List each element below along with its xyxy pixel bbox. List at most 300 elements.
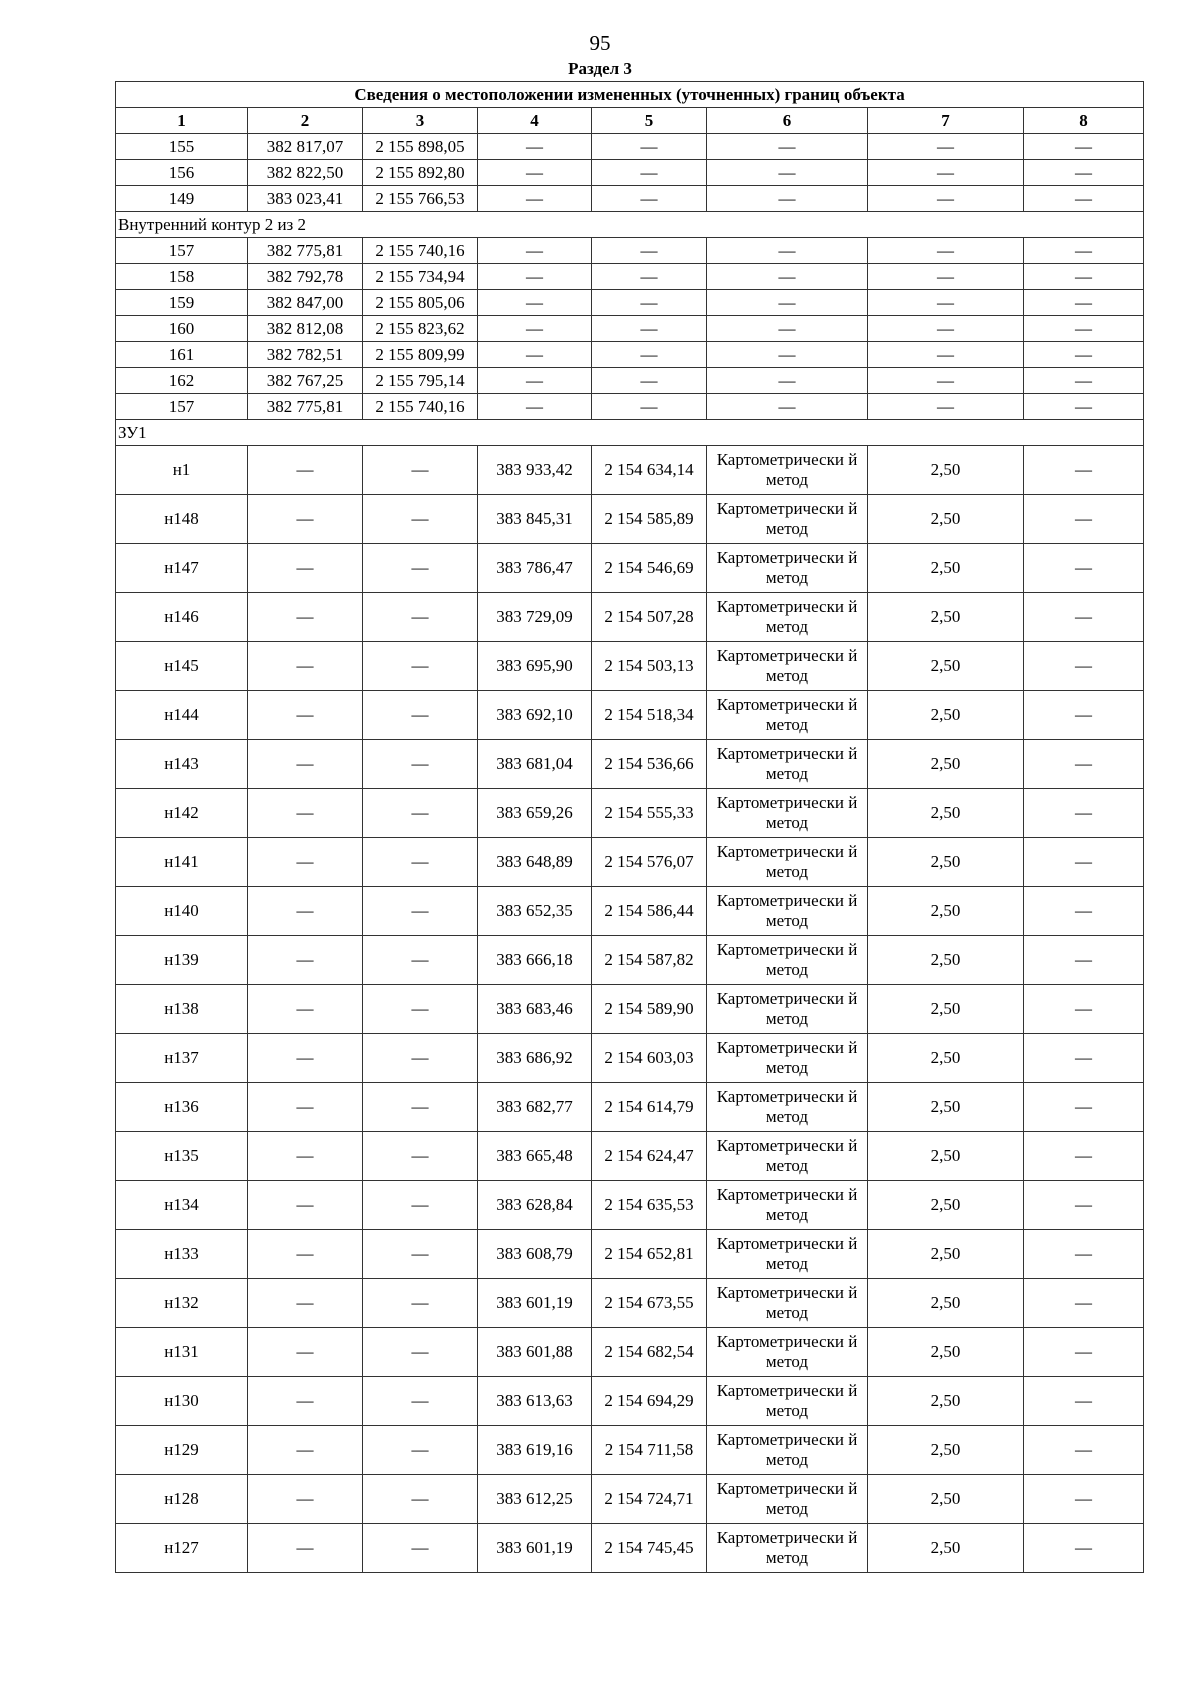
old-y-cell: — bbox=[363, 1230, 478, 1279]
column-header: 7 bbox=[868, 108, 1024, 134]
old-x-cell: — bbox=[248, 985, 363, 1034]
old-y-cell: 2 155 892,80 bbox=[363, 160, 478, 186]
description-cell: — bbox=[1024, 368, 1144, 394]
table-row bbox=[116, 160, 1144, 186]
description-cell: — bbox=[1024, 985, 1144, 1034]
point-number-cell: 160 bbox=[116, 316, 248, 342]
new-y-cell: — bbox=[592, 160, 707, 186]
method-cell: Картометрически й метод bbox=[707, 1230, 868, 1279]
old-x-cell: — bbox=[248, 495, 363, 544]
table-row bbox=[116, 394, 1144, 420]
column-header: 3 bbox=[363, 108, 478, 134]
column-header: 5 bbox=[592, 108, 707, 134]
new-x-cell: 383 845,31 bbox=[478, 495, 592, 544]
description-cell: — bbox=[1024, 495, 1144, 544]
old-x-cell: — bbox=[248, 740, 363, 789]
old-y-cell: — bbox=[363, 838, 478, 887]
new-x-cell: 383 666,18 bbox=[478, 936, 592, 985]
method-cell: — bbox=[707, 238, 868, 264]
point-number-cell: 161 bbox=[116, 342, 248, 368]
table-row bbox=[116, 1132, 1144, 1181]
method-cell: — bbox=[707, 264, 868, 290]
new-x-cell: 383 601,19 bbox=[478, 1279, 592, 1328]
description-cell: — bbox=[1024, 1132, 1144, 1181]
table-title: Сведения о местоположении измененных (уточненных) границ объекта bbox=[116, 82, 1144, 108]
description-cell: — bbox=[1024, 740, 1144, 789]
point-number-cell: н141 bbox=[116, 838, 248, 887]
new-x-cell: — bbox=[478, 264, 592, 290]
new-x-cell: 383 601,19 bbox=[478, 1524, 592, 1573]
new-y-cell: — bbox=[592, 394, 707, 420]
point-number-cell: н131 bbox=[116, 1328, 248, 1377]
old-y-cell: 2 155 823,62 bbox=[363, 316, 478, 342]
old-y-cell: 2 155 809,99 bbox=[363, 342, 478, 368]
table-row bbox=[116, 642, 1144, 691]
old-x-cell: 382 792,78 bbox=[248, 264, 363, 290]
description-cell: — bbox=[1024, 290, 1144, 316]
old-y-cell: — bbox=[363, 936, 478, 985]
old-y-cell: — bbox=[363, 446, 478, 495]
new-y-cell: 2 154 503,13 bbox=[592, 642, 707, 691]
old-y-cell: 2 155 766,53 bbox=[363, 186, 478, 212]
new-x-cell: 383 608,79 bbox=[478, 1230, 592, 1279]
new-y-cell: — bbox=[592, 342, 707, 368]
old-x-cell: — bbox=[248, 1475, 363, 1524]
point-number-cell: н133 bbox=[116, 1230, 248, 1279]
new-y-cell: — bbox=[592, 290, 707, 316]
method-cell: Картометрически й метод bbox=[707, 1426, 868, 1475]
point-number-cell: н145 bbox=[116, 642, 248, 691]
description-cell: — bbox=[1024, 446, 1144, 495]
old-x-cell: — bbox=[248, 1377, 363, 1426]
description-cell: — bbox=[1024, 186, 1144, 212]
old-x-cell: — bbox=[248, 1328, 363, 1377]
old-x-cell: 382 767,25 bbox=[248, 368, 363, 394]
new-x-cell: — bbox=[478, 186, 592, 212]
point-number-cell: н138 bbox=[116, 985, 248, 1034]
point-number-cell: н139 bbox=[116, 936, 248, 985]
old-y-cell: — bbox=[363, 740, 478, 789]
table-row bbox=[116, 238, 1144, 264]
old-x-cell: — bbox=[248, 1524, 363, 1573]
new-y-cell: — bbox=[592, 264, 707, 290]
point-number-cell: н135 bbox=[116, 1132, 248, 1181]
description-cell: — bbox=[1024, 316, 1144, 342]
method-cell: Картометрически й метод bbox=[707, 691, 868, 740]
accuracy-cell: 2,50 bbox=[868, 1181, 1024, 1230]
accuracy-cell: 2,50 bbox=[868, 936, 1024, 985]
old-y-cell: — bbox=[363, 544, 478, 593]
old-y-cell: — bbox=[363, 1034, 478, 1083]
new-y-cell: 2 154 652,81 bbox=[592, 1230, 707, 1279]
new-x-cell: 383 619,16 bbox=[478, 1426, 592, 1475]
method-cell: Картометрически й метод bbox=[707, 838, 868, 887]
old-x-cell: 382 782,51 bbox=[248, 342, 363, 368]
old-x-cell: — bbox=[248, 789, 363, 838]
old-x-cell: — bbox=[248, 887, 363, 936]
table-row bbox=[116, 264, 1144, 290]
new-y-cell: 2 154 587,82 bbox=[592, 936, 707, 985]
new-y-cell: 2 154 555,33 bbox=[592, 789, 707, 838]
old-y-cell: — bbox=[363, 1181, 478, 1230]
point-number-cell: н146 bbox=[116, 593, 248, 642]
description-cell: — bbox=[1024, 1034, 1144, 1083]
method-cell: — bbox=[707, 368, 868, 394]
table-row bbox=[116, 1328, 1144, 1377]
accuracy-cell: — bbox=[868, 264, 1024, 290]
new-x-cell: — bbox=[478, 290, 592, 316]
new-y-cell: 2 154 624,47 bbox=[592, 1132, 707, 1181]
old-x-cell: 382 812,08 bbox=[248, 316, 363, 342]
description-cell: — bbox=[1024, 1083, 1144, 1132]
description-cell: — bbox=[1024, 1230, 1144, 1279]
accuracy-cell: — bbox=[868, 134, 1024, 160]
accuracy-cell: 2,50 bbox=[868, 1426, 1024, 1475]
method-cell: Картометрически й метод bbox=[707, 1279, 868, 1328]
accuracy-cell: 2,50 bbox=[868, 1279, 1024, 1328]
old-x-cell: — bbox=[248, 838, 363, 887]
old-x-cell: — bbox=[248, 691, 363, 740]
table-body bbox=[116, 82, 1144, 1573]
description-cell: — bbox=[1024, 593, 1144, 642]
point-number-cell: 159 bbox=[116, 290, 248, 316]
accuracy-cell: 2,50 bbox=[868, 1475, 1024, 1524]
old-x-cell: — bbox=[248, 1230, 363, 1279]
method-cell: — bbox=[707, 186, 868, 212]
table-row bbox=[116, 1475, 1144, 1524]
old-y-cell: — bbox=[363, 593, 478, 642]
accuracy-cell: 2,50 bbox=[868, 1328, 1024, 1377]
old-y-cell: 2 155 795,14 bbox=[363, 368, 478, 394]
new-x-cell: 383 613,63 bbox=[478, 1377, 592, 1426]
method-cell: Картометрически й метод bbox=[707, 642, 868, 691]
new-x-cell: 383 648,89 bbox=[478, 838, 592, 887]
method-cell: — bbox=[707, 290, 868, 316]
method-cell: Картометрически й метод bbox=[707, 936, 868, 985]
section-title: Раздел 3 bbox=[568, 59, 632, 78]
point-number-cell: 156 bbox=[116, 160, 248, 186]
new-y-cell: 2 154 576,07 bbox=[592, 838, 707, 887]
old-y-cell: — bbox=[363, 1279, 478, 1328]
method-cell: — bbox=[707, 394, 868, 420]
new-x-cell: 383 682,77 bbox=[478, 1083, 592, 1132]
table-row bbox=[116, 985, 1144, 1034]
new-y-cell: 2 154 634,14 bbox=[592, 446, 707, 495]
description-cell: — bbox=[1024, 1279, 1144, 1328]
old-y-cell: — bbox=[363, 985, 478, 1034]
method-cell: — bbox=[707, 134, 868, 160]
method-cell: Картометрически й метод bbox=[707, 1034, 868, 1083]
boundary-coordinates-table bbox=[115, 81, 1144, 1573]
table-row bbox=[116, 1230, 1144, 1279]
new-y-cell: — bbox=[592, 368, 707, 394]
table-row bbox=[116, 887, 1144, 936]
new-y-cell: 2 154 589,90 bbox=[592, 985, 707, 1034]
table-row bbox=[116, 593, 1144, 642]
description-cell: — bbox=[1024, 264, 1144, 290]
point-number-cell: н132 bbox=[116, 1279, 248, 1328]
old-y-cell: — bbox=[363, 1426, 478, 1475]
description-cell: — bbox=[1024, 238, 1144, 264]
method-cell: Картометрически й метод bbox=[707, 789, 868, 838]
old-x-cell: 382 822,50 bbox=[248, 160, 363, 186]
new-y-cell: 2 154 546,69 bbox=[592, 544, 707, 593]
table-row bbox=[116, 1083, 1144, 1132]
description-cell: — bbox=[1024, 691, 1144, 740]
old-y-cell: — bbox=[363, 1377, 478, 1426]
accuracy-cell: — bbox=[868, 238, 1024, 264]
old-x-cell: — bbox=[248, 1426, 363, 1475]
contour-label: Внутренний контур 2 из 2 bbox=[116, 212, 1144, 238]
old-x-cell: — bbox=[248, 936, 363, 985]
page-number: 95 bbox=[589, 31, 611, 55]
description-cell: — bbox=[1024, 789, 1144, 838]
new-x-cell: 383 695,90 bbox=[478, 642, 592, 691]
method-cell: Картометрически й метод bbox=[707, 1475, 868, 1524]
accuracy-cell: 2,50 bbox=[868, 838, 1024, 887]
point-number-cell: н137 bbox=[116, 1034, 248, 1083]
table-row bbox=[116, 838, 1144, 887]
old-y-cell: 2 155 805,06 bbox=[363, 290, 478, 316]
table-title-row bbox=[116, 82, 1144, 108]
method-cell: — bbox=[707, 342, 868, 368]
description-cell: — bbox=[1024, 134, 1144, 160]
table-row bbox=[116, 691, 1144, 740]
accuracy-cell: 2,50 bbox=[868, 1132, 1024, 1181]
description-cell: — bbox=[1024, 1426, 1144, 1475]
point-number-cell: н142 bbox=[116, 789, 248, 838]
column-header: 2 bbox=[248, 108, 363, 134]
accuracy-cell: — bbox=[868, 160, 1024, 186]
old-x-cell: 382 817,07 bbox=[248, 134, 363, 160]
description-cell: — bbox=[1024, 838, 1144, 887]
old-x-cell: — bbox=[248, 446, 363, 495]
new-y-cell: 2 154 682,54 bbox=[592, 1328, 707, 1377]
table-row bbox=[116, 740, 1144, 789]
new-y-cell: 2 154 614,79 bbox=[592, 1083, 707, 1132]
new-x-cell: 383 612,25 bbox=[478, 1475, 592, 1524]
new-y-cell: 2 154 745,45 bbox=[592, 1524, 707, 1573]
new-x-cell: 383 686,92 bbox=[478, 1034, 592, 1083]
old-x-cell: 382 775,81 bbox=[248, 394, 363, 420]
old-y-cell: — bbox=[363, 1083, 478, 1132]
new-x-cell: — bbox=[478, 394, 592, 420]
table-row bbox=[116, 186, 1144, 212]
point-number-cell: н130 bbox=[116, 1377, 248, 1426]
accuracy-cell: 2,50 bbox=[868, 1034, 1024, 1083]
new-y-cell: 2 154 585,89 bbox=[592, 495, 707, 544]
old-y-cell: — bbox=[363, 1328, 478, 1377]
column-header: 6 bbox=[707, 108, 868, 134]
table-row bbox=[116, 1181, 1144, 1230]
new-x-cell: 383 628,84 bbox=[478, 1181, 592, 1230]
description-cell: — bbox=[1024, 1328, 1144, 1377]
table-row bbox=[116, 342, 1144, 368]
old-y-cell: — bbox=[363, 495, 478, 544]
point-number-cell: н143 bbox=[116, 740, 248, 789]
table-row bbox=[116, 290, 1144, 316]
method-cell: — bbox=[707, 160, 868, 186]
method-cell: Картометрически й метод bbox=[707, 593, 868, 642]
new-x-cell: — bbox=[478, 238, 592, 264]
old-y-cell: — bbox=[363, 642, 478, 691]
point-number-cell: 157 bbox=[116, 394, 248, 420]
new-y-cell: 2 154 711,58 bbox=[592, 1426, 707, 1475]
accuracy-cell: 2,50 bbox=[868, 495, 1024, 544]
new-x-cell: 383 933,42 bbox=[478, 446, 592, 495]
table-row bbox=[116, 495, 1144, 544]
contour-label-row bbox=[116, 212, 1144, 238]
accuracy-cell: 2,50 bbox=[868, 1083, 1024, 1132]
old-x-cell: 382 847,00 bbox=[248, 290, 363, 316]
method-cell: Картометрически й метод bbox=[707, 1377, 868, 1426]
description-cell: — bbox=[1024, 160, 1144, 186]
accuracy-cell: — bbox=[868, 394, 1024, 420]
accuracy-cell: 2,50 bbox=[868, 593, 1024, 642]
description-cell: — bbox=[1024, 394, 1144, 420]
accuracy-cell: — bbox=[868, 316, 1024, 342]
table-row bbox=[116, 1034, 1144, 1083]
old-y-cell: 2 155 740,16 bbox=[363, 394, 478, 420]
method-cell: Картометрически й метод bbox=[707, 740, 868, 789]
method-cell: Картометрически й метод bbox=[707, 985, 868, 1034]
accuracy-cell: 2,50 bbox=[868, 985, 1024, 1034]
column-header: 8 bbox=[1024, 108, 1144, 134]
old-x-cell: 382 775,81 bbox=[248, 238, 363, 264]
accuracy-cell: 2,50 bbox=[868, 642, 1024, 691]
new-x-cell: 383 601,88 bbox=[478, 1328, 592, 1377]
new-y-cell: 2 154 586,44 bbox=[592, 887, 707, 936]
accuracy-cell: 2,50 bbox=[868, 887, 1024, 936]
point-number-cell: н129 bbox=[116, 1426, 248, 1475]
old-y-cell: — bbox=[363, 887, 478, 936]
point-number-cell: 158 bbox=[116, 264, 248, 290]
table-row bbox=[116, 936, 1144, 985]
table-row bbox=[116, 1426, 1144, 1475]
contour-label-row bbox=[116, 420, 1144, 446]
method-cell: Картометрически й метод bbox=[707, 1083, 868, 1132]
point-number-cell: н134 bbox=[116, 1181, 248, 1230]
point-number-cell: 155 bbox=[116, 134, 248, 160]
old-x-cell: — bbox=[248, 593, 363, 642]
old-y-cell: — bbox=[363, 1524, 478, 1573]
new-x-cell: — bbox=[478, 368, 592, 394]
old-x-cell: — bbox=[248, 642, 363, 691]
accuracy-cell: 2,50 bbox=[868, 740, 1024, 789]
old-x-cell: — bbox=[248, 544, 363, 593]
new-x-cell: — bbox=[478, 342, 592, 368]
new-y-cell: 2 154 603,03 bbox=[592, 1034, 707, 1083]
new-y-cell: 2 154 536,66 bbox=[592, 740, 707, 789]
new-x-cell: 383 652,35 bbox=[478, 887, 592, 936]
old-y-cell: 2 155 898,05 bbox=[363, 134, 478, 160]
description-cell: — bbox=[1024, 1524, 1144, 1573]
old-y-cell: — bbox=[363, 1132, 478, 1181]
method-cell: Картометрически й метод bbox=[707, 495, 868, 544]
point-number-cell: н147 bbox=[116, 544, 248, 593]
new-y-cell: 2 154 635,53 bbox=[592, 1181, 707, 1230]
new-x-cell: 383 659,26 bbox=[478, 789, 592, 838]
accuracy-cell: 2,50 bbox=[868, 1230, 1024, 1279]
accuracy-cell: 2,50 bbox=[868, 691, 1024, 740]
method-cell: — bbox=[707, 316, 868, 342]
contour-label: ЗУ1 bbox=[116, 420, 1144, 446]
description-cell: — bbox=[1024, 936, 1144, 985]
new-y-cell: 2 154 673,55 bbox=[592, 1279, 707, 1328]
accuracy-cell: — bbox=[868, 290, 1024, 316]
new-x-cell: 383 786,47 bbox=[478, 544, 592, 593]
accuracy-cell: — bbox=[868, 186, 1024, 212]
column-header-row bbox=[116, 108, 1144, 134]
point-number-cell: 149 bbox=[116, 186, 248, 212]
new-x-cell: 383 665,48 bbox=[478, 1132, 592, 1181]
new-x-cell: 383 692,10 bbox=[478, 691, 592, 740]
description-cell: — bbox=[1024, 1475, 1144, 1524]
old-x-cell: — bbox=[248, 1181, 363, 1230]
new-x-cell: 383 729,09 bbox=[478, 593, 592, 642]
method-cell: Картометрически й метод bbox=[707, 446, 868, 495]
old-x-cell: — bbox=[248, 1132, 363, 1181]
accuracy-cell: 2,50 bbox=[868, 544, 1024, 593]
description-cell: — bbox=[1024, 342, 1144, 368]
point-number-cell: н140 bbox=[116, 887, 248, 936]
table-row bbox=[116, 368, 1144, 394]
new-x-cell: 383 683,46 bbox=[478, 985, 592, 1034]
column-header: 4 bbox=[478, 108, 592, 134]
description-cell: — bbox=[1024, 642, 1144, 691]
method-cell: Картометрически й метод bbox=[707, 887, 868, 936]
old-y-cell: — bbox=[363, 691, 478, 740]
description-cell: — bbox=[1024, 887, 1144, 936]
new-y-cell: 2 154 694,29 bbox=[592, 1377, 707, 1426]
table-row bbox=[116, 1377, 1144, 1426]
new-y-cell: — bbox=[592, 238, 707, 264]
new-x-cell: — bbox=[478, 160, 592, 186]
old-y-cell: 2 155 734,94 bbox=[363, 264, 478, 290]
description-cell: — bbox=[1024, 544, 1144, 593]
accuracy-cell: — bbox=[868, 342, 1024, 368]
old-y-cell: 2 155 740,16 bbox=[363, 238, 478, 264]
accuracy-cell: 2,50 bbox=[868, 789, 1024, 838]
new-y-cell: — bbox=[592, 186, 707, 212]
new-x-cell: — bbox=[478, 316, 592, 342]
table-row bbox=[116, 1279, 1144, 1328]
method-cell: Картометрически й метод bbox=[707, 1132, 868, 1181]
new-y-cell: 2 154 518,34 bbox=[592, 691, 707, 740]
point-number-cell: 162 bbox=[116, 368, 248, 394]
description-cell: — bbox=[1024, 1377, 1144, 1426]
new-y-cell: — bbox=[592, 316, 707, 342]
point-number-cell: н127 bbox=[116, 1524, 248, 1573]
accuracy-cell: 2,50 bbox=[868, 446, 1024, 495]
old-y-cell: — bbox=[363, 789, 478, 838]
old-x-cell: — bbox=[248, 1083, 363, 1132]
table-row bbox=[116, 316, 1144, 342]
point-number-cell: н136 bbox=[116, 1083, 248, 1132]
new-y-cell: 2 154 724,71 bbox=[592, 1475, 707, 1524]
table-row bbox=[116, 789, 1144, 838]
point-number-cell: 157 bbox=[116, 238, 248, 264]
table-row bbox=[116, 134, 1144, 160]
method-cell: Картометрически й метод bbox=[707, 1524, 868, 1573]
method-cell: Картометрически й метод bbox=[707, 1181, 868, 1230]
new-y-cell: — bbox=[592, 134, 707, 160]
new-x-cell: 383 681,04 bbox=[478, 740, 592, 789]
accuracy-cell: 2,50 bbox=[868, 1377, 1024, 1426]
table-row bbox=[116, 544, 1144, 593]
old-x-cell: 383 023,41 bbox=[248, 186, 363, 212]
method-cell: Картометрически й метод bbox=[707, 1328, 868, 1377]
